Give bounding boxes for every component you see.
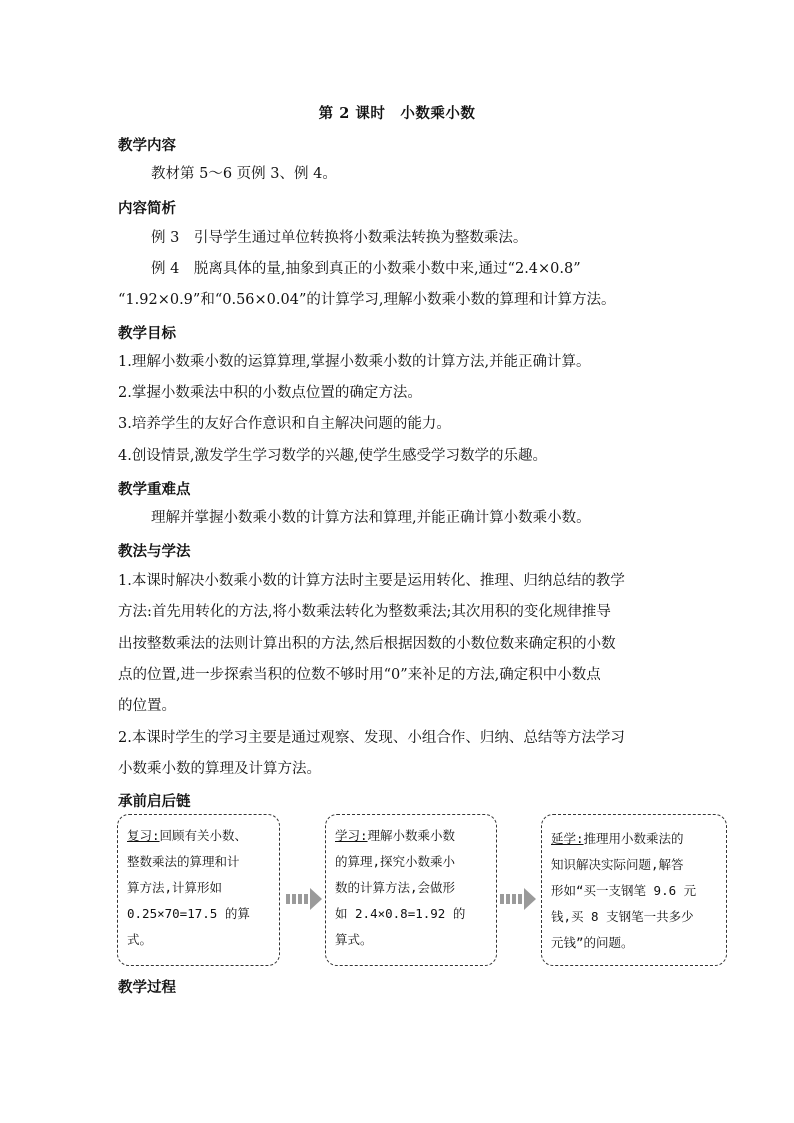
method-1-line3: 出按整数乘法的法则计算出积的方法,然后根据因数的小数位数来确定积的小数 <box>118 636 616 652</box>
goal-2: 2.掌握小数乘法中积的小数点位置的确定方法。 <box>118 385 422 401</box>
heading-content-analysis: 内容简析 <box>118 200 176 217</box>
extend-box <box>541 814 727 966</box>
heading-teaching-process: 教学过程 <box>118 979 176 996</box>
analysis-example-4-line1: 例 4 脱离具体的量,抽象到真正的小数乘小数中来,通过“2.4×0.8” <box>151 261 581 277</box>
extend-line: 元钱”的问题。 <box>551 935 634 950</box>
heading-link-chain: 承前启后链 <box>118 793 191 810</box>
goal-4: 4.创设情景,激发学生学习数学的兴趣,使学生感受学习数学的乐趣。 <box>118 448 548 464</box>
goal-3: 3.培养学生的友好合作意识和自主解决问题的能力。 <box>118 416 451 432</box>
review-line: 整数乘法的算理和计 <box>127 854 240 869</box>
extend-line: 形如“买一支钢笔 9.6 元 <box>551 883 697 898</box>
learn-line: 的算理,探究小数乘小 <box>335 854 456 869</box>
learn-line: 理解小数乘小数 <box>367 828 456 843</box>
extend-label: 延学: <box>551 831 584 846</box>
method-1-line1: 1.本课时解决小数乘小数的计算方法时主要是运用转化、推理、归纳总结的教学 <box>118 573 625 589</box>
learn-line: 如 2.4×0.8=1.92 的 <box>335 906 466 921</box>
review-line: 式。 <box>127 932 153 947</box>
heading-methods: 教法与学法 <box>118 543 191 560</box>
lesson-title: 第 2 课时 小数乘小数 <box>318 105 476 122</box>
extend-line: 钱,买 8 支钢笔一共多少 <box>551 909 694 924</box>
method-1-line4: 点的位置,进一步探索当积的位数不够时用“0”来补足的方法,确定积中小数点 <box>118 667 601 683</box>
review-line: 回顾有关小数、 <box>159 828 248 843</box>
review-line: 0.25×70=17.5 的算 <box>127 906 250 921</box>
review-label: 复习: <box>127 828 160 843</box>
heading-teaching-goals: 教学目标 <box>118 325 176 342</box>
goal-1: 1.理解小数乘小数的运算算理,掌握小数乘小数的计算方法,并能正确计算。 <box>118 354 591 370</box>
arrow-right-icon <box>286 888 324 910</box>
teaching-content-text: 教材第 5～6 页例 3、例 4。 <box>151 166 337 182</box>
key-points-text: 理解并掌握小数乘小数的计算方法和算理,并能正确计算小数乘小数。 <box>151 510 591 526</box>
learn-line: 数的计算方法,会做形 <box>335 880 456 895</box>
learn-box <box>325 814 497 966</box>
arrow-right-icon <box>500 888 538 910</box>
analysis-example-4-line2: “1.92×0.9”和“0.56×0.04”的计算学习,理解小数乘小数的算理和计算方法。 <box>118 292 616 308</box>
heading-teaching-content: 教学内容 <box>118 137 176 154</box>
method-2-line2: 小数乘小数的算理及计算方法。 <box>118 761 321 777</box>
extend-line: 推理用小数乘法的 <box>583 831 684 846</box>
review-line: 算方法,计算形如 <box>127 880 223 895</box>
method-2-line1: 2.本课时学生的学习主要是通过观察、发现、小组合作、归纳、总结等方法学习 <box>118 730 625 746</box>
learn-label: 学习: <box>335 828 368 843</box>
review-box <box>117 814 280 966</box>
learn-line: 算式。 <box>335 932 373 947</box>
heading-key-points: 教学重难点 <box>118 481 191 498</box>
method-1-line5: 的位置。 <box>118 698 176 714</box>
analysis-example-3: 例 3 引导学生通过单位转换将小数乘法转换为整数乘法。 <box>151 230 528 246</box>
method-1-line2: 方法:首先用转化的方法,将小数乘法转化为整数乘法;其次用积的变化规律推导 <box>118 604 611 620</box>
extend-line: 知识解决实际问题,解答 <box>551 857 684 872</box>
